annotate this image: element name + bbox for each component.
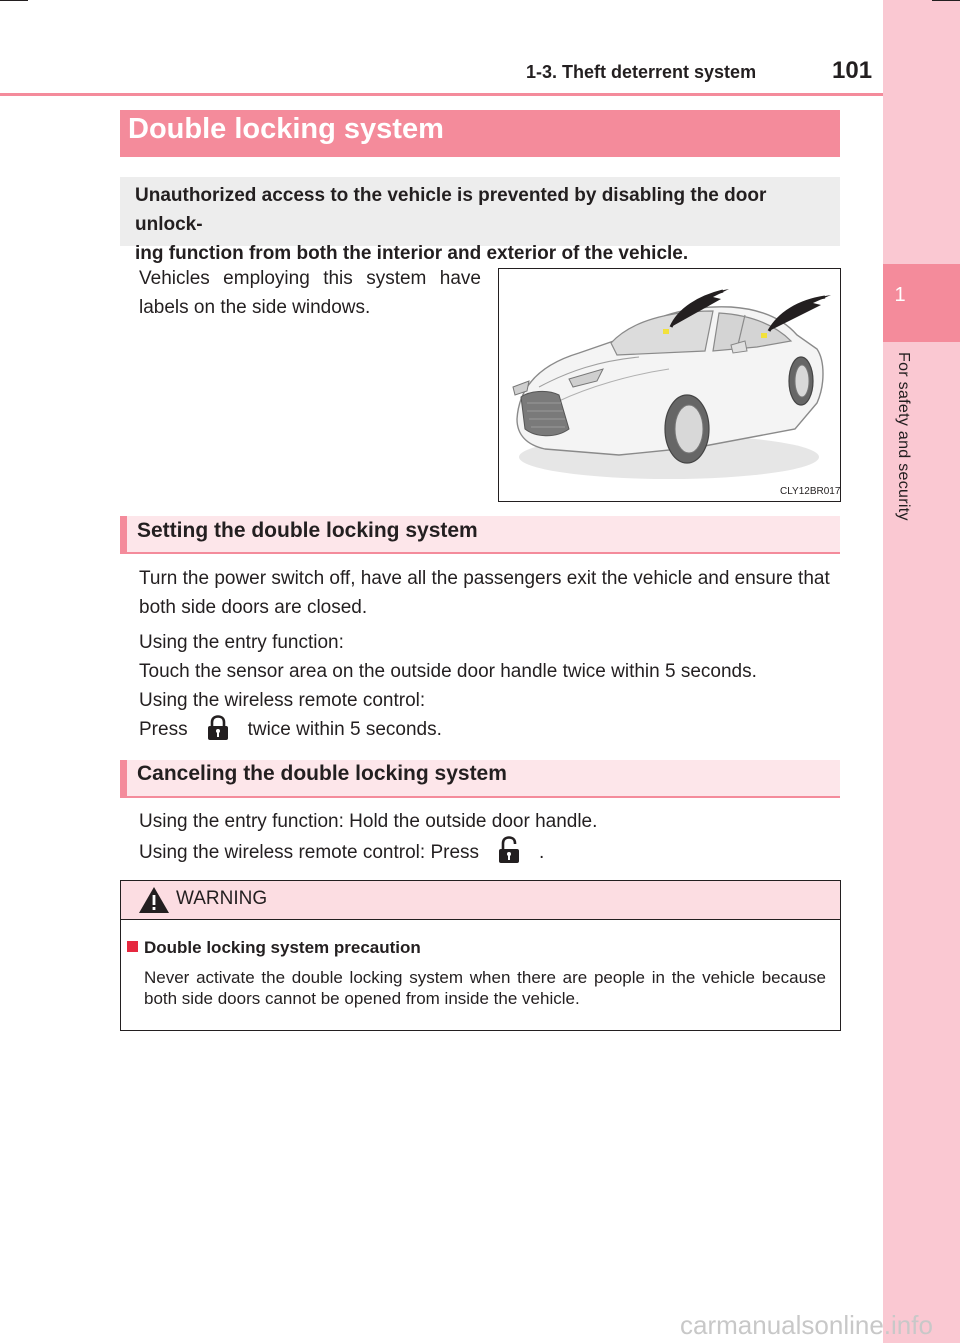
canceling-heading: Canceling the double locking system (137, 762, 507, 785)
intro-line: ing function from both the interior and exterior of the vehicle. (135, 243, 689, 264)
unlock-icon (497, 836, 521, 873)
section-reference: 1-3. Theft deterrent system (526, 62, 757, 82)
press-label: Press (139, 719, 188, 740)
intro-text (135, 181, 835, 268)
canceling-methods (139, 807, 839, 873)
lock-icon (206, 715, 230, 750)
side-chapter-title: For safety and security (895, 352, 912, 521)
page-title: Double locking system (128, 113, 444, 145)
car-drawing (499, 269, 840, 501)
entry-function-label: Using the entry function: (139, 632, 344, 653)
cancel-remote-suffix: . (539, 842, 545, 863)
warning-subheading (127, 938, 421, 958)
bullet-square-icon (127, 941, 138, 952)
press-suffix: twice within 5 seconds. (247, 719, 442, 740)
watermark: carmanualsonline.info (680, 1310, 933, 1340)
setting-heading: Setting the double locking system (137, 519, 478, 542)
intro-line: Unauthorized access to the vehicle is prevented by disabling the door unlock- (135, 185, 767, 235)
cancel-remote-prefix: Using the wireless remote control: Press (139, 842, 480, 863)
illustration-code: CLY12BR017 (780, 486, 841, 497)
car-illustration (498, 268, 841, 502)
warning-text: Never activate the double locking system when there are people in the vehicle because both side doors cannot be opened from inside the vehicle. (144, 968, 826, 1008)
cancel-entry-text: Using the entry function: Hold the outside door handle. (139, 811, 598, 832)
vehicles-text: Vehicles employing this system have labels on the side windows. (139, 268, 481, 318)
page-number: 101 (832, 57, 873, 84)
crop-mark (932, 0, 960, 1)
setting-methods (139, 628, 839, 750)
side-tab-strip (883, 0, 960, 1343)
warning-subheading-text: Double locking system precaution (144, 938, 421, 957)
remote-control-label: Using the wireless remote control: (139, 690, 426, 711)
header-rule (0, 93, 883, 96)
side-chapter-number: 1 (894, 284, 906, 306)
warning-label: WARNING (176, 888, 268, 909)
cancel-remote-line (139, 836, 839, 873)
remote-press-line (139, 715, 839, 750)
crop-mark (0, 0, 28, 1)
setting-instructions: Turn the power switch off, have all the passengers exit the vehicle and ensure that both side doors are closed. (139, 568, 830, 618)
warning-triangle-icon (138, 886, 170, 919)
entry-function-text: Touch the sensor area on the outside door handle twice within 5 seconds. (139, 661, 757, 682)
